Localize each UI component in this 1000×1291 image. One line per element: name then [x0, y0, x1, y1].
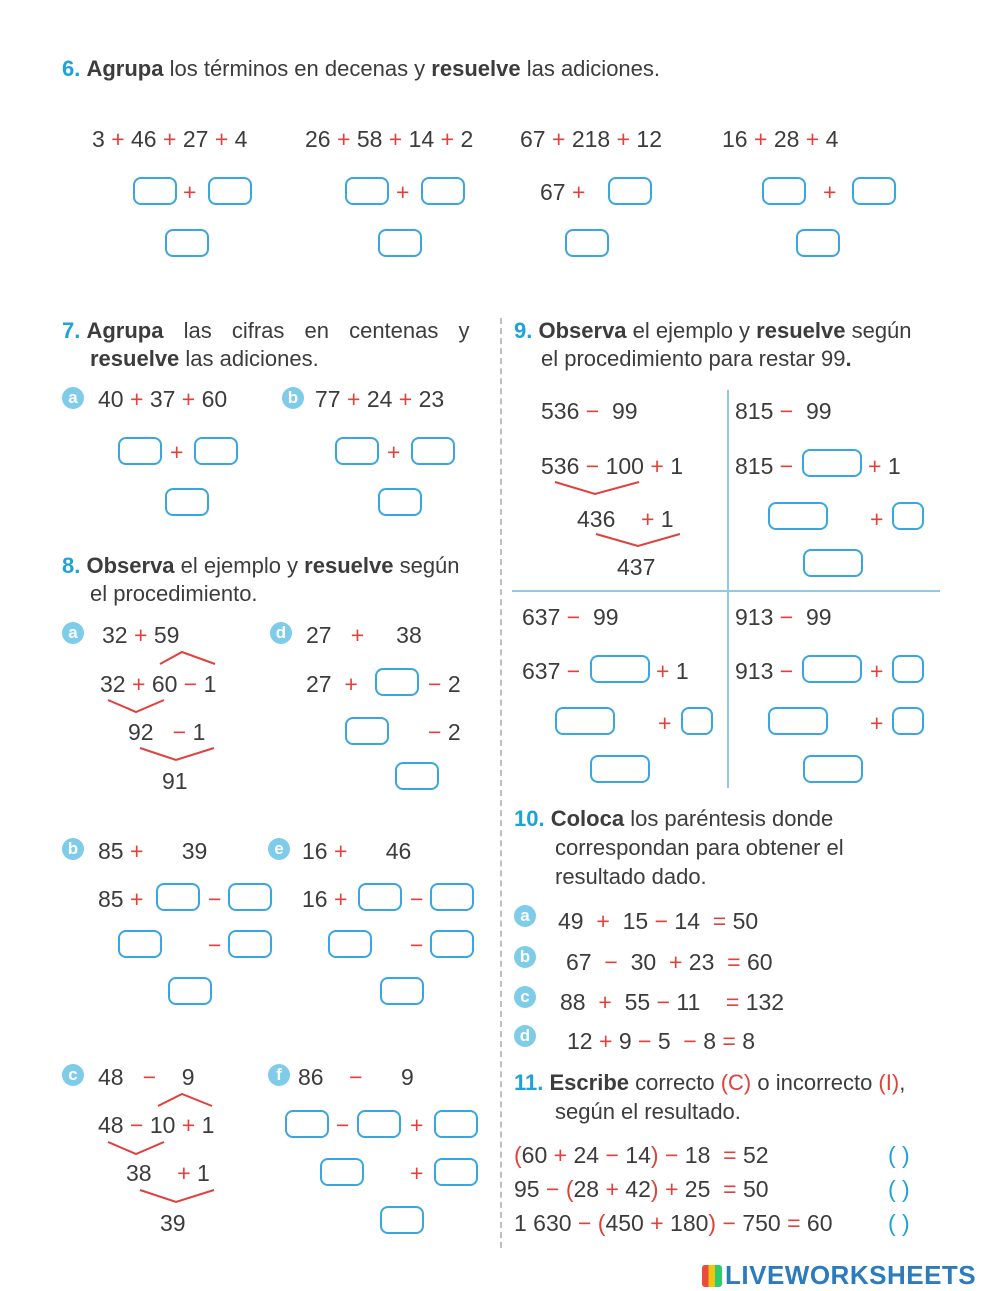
- grid-horizontal-line: [512, 590, 940, 592]
- plus-sign: +: [410, 1160, 424, 1186]
- answer-box[interactable]: [590, 755, 650, 783]
- ex9-title: 9. Observa el ejemplo y resuelve según: [514, 318, 912, 343]
- ex8-letter-a: a: [62, 622, 84, 644]
- answer-box[interactable]: [228, 883, 272, 911]
- minus-sign: −: [410, 932, 424, 958]
- ex7-b-expr: 77 + 24 + 23: [315, 386, 445, 412]
- plus-sign: +: [823, 179, 837, 205]
- ex8-f-line1: 86 − 9: [298, 1064, 414, 1090]
- ex9-q4-line1: 913 − 99: [735, 604, 832, 630]
- ex8-c-result: 39: [160, 1210, 186, 1236]
- ex9-title-line2: el procedimiento para restar 99.: [541, 346, 852, 371]
- ex7-title: 7. Agrupa las cifras en centenas y: [62, 318, 470, 343]
- minus-sign: −: [336, 1112, 350, 1138]
- ex9-q2-line2-right: + 1: [868, 453, 901, 479]
- ex10-letter-a: a: [514, 905, 536, 927]
- answer-box[interactable]: [411, 437, 455, 465]
- answer-box[interactable]: [892, 655, 924, 683]
- answer-box[interactable]: [165, 488, 209, 516]
- answer-box[interactable]: [357, 1110, 401, 1138]
- bracket-mark: [108, 1140, 168, 1160]
- answer-box[interactable]: [375, 668, 419, 696]
- ex7-letter-a: a: [62, 387, 84, 409]
- answer-box[interactable]: [430, 883, 474, 911]
- answer-box[interactable]: [802, 655, 862, 683]
- ex6-problem-2: 26 + 58 + 14 + 2: [305, 126, 474, 152]
- ex9-q4-line2-left: 913 −: [735, 658, 794, 684]
- ex7-a-expr: 40 + 37 + 60: [98, 386, 228, 412]
- answer-box[interactable]: [228, 930, 272, 958]
- answer-box[interactable]: [358, 883, 402, 911]
- ex9-q3-line2-left: 637 −: [522, 658, 581, 684]
- answer-box[interactable]: [335, 437, 379, 465]
- minus-sign: −: [208, 886, 222, 912]
- ex6-problem-3: 67 + 218 + 12: [520, 126, 662, 152]
- ex8-a-line2: 32 + 60 − 1: [100, 671, 217, 697]
- answer-box[interactable]: [762, 177, 806, 205]
- ex11-row-1: (60 + 24 − 14) − 18 = 52: [514, 1142, 769, 1168]
- plus-sign: +: [658, 710, 672, 736]
- ex8-title-line2: el procedimiento.: [90, 581, 258, 606]
- ex8-e-line1: 16 + 46: [302, 838, 412, 864]
- answer-box[interactable]: [421, 177, 465, 205]
- ex10-title-line2: correspondan para obtener el: [555, 835, 844, 860]
- answer-box[interactable]: [380, 1206, 424, 1234]
- answer-box[interactable]: [430, 930, 474, 958]
- answer-box[interactable]: [852, 177, 896, 205]
- answer-box[interactable]: [285, 1110, 329, 1138]
- answer-box[interactable]: [803, 549, 863, 577]
- ex10-a-expr: 49 + 15 − 14 = 50: [558, 908, 759, 934]
- answer-box[interactable]: [803, 755, 863, 783]
- ex11-title-line2: según el resultado.: [555, 1099, 741, 1124]
- answer-box[interactable]: [796, 229, 840, 257]
- minus-sign: −: [410, 886, 424, 912]
- ex7-letter-b: b: [282, 387, 304, 409]
- bracket-mark: [555, 480, 645, 500]
- bracket-mark: [158, 1092, 218, 1112]
- ex8-a-result: 91: [162, 768, 188, 794]
- ex8-a-line1: 32 + 59: [102, 622, 180, 648]
- ex11-answer-3[interactable]: ( ): [888, 1210, 910, 1236]
- answer-box[interactable]: [380, 977, 424, 1005]
- liveworksheets-logo: LIVEWORKSHEETS: [702, 1260, 976, 1291]
- answer-box[interactable]: [892, 707, 924, 735]
- minus-sign: −: [208, 932, 222, 958]
- ex8-title: 8. Observa el ejemplo y resuelve según: [62, 553, 460, 578]
- ex10-letter-c: c: [514, 986, 536, 1008]
- bracket-mark: [596, 532, 686, 552]
- answer-box[interactable]: [328, 930, 372, 958]
- ex8-letter-b: b: [62, 838, 84, 860]
- answer-box[interactable]: [156, 883, 200, 911]
- ex9-q3-line1: 637 − 99: [522, 604, 619, 630]
- ex6-problem-1: 3 + 46 + 27 + 4: [92, 126, 248, 152]
- column-divider: [500, 318, 502, 1248]
- ex8-d-line2-left: 27 +: [306, 671, 358, 697]
- plus-sign: +: [410, 1112, 424, 1138]
- answer-box[interactable]: [555, 707, 615, 735]
- ex8-b-line1: 85 + 39: [98, 838, 208, 864]
- answer-box[interactable]: [802, 449, 862, 477]
- bracket-mark: [108, 698, 168, 718]
- ex8-d-line1: 27 + 38: [306, 622, 422, 648]
- ex8-d-line2-right: − 2: [428, 671, 461, 697]
- ex7-title-line2: resuelve las adiciones.: [90, 346, 319, 371]
- ex6-number: 6.: [62, 56, 81, 81]
- answer-box[interactable]: [378, 488, 422, 516]
- ex8-d-line3: − 2: [428, 719, 461, 745]
- answer-box[interactable]: [165, 229, 209, 257]
- bracket-mark: [160, 650, 220, 670]
- ex9-q2-line2-left: 815 −: [735, 453, 794, 479]
- ex8-c-line2: 48 − 10 + 1: [98, 1112, 215, 1138]
- answer-box[interactable]: [345, 717, 389, 745]
- ex11-answer-1[interactable]: ( ): [888, 1142, 910, 1168]
- ex10-c-expr: 88 + 55 − 11 = 132: [560, 989, 785, 1015]
- ex9-q2-line1: 815 − 99: [735, 398, 832, 424]
- answer-box[interactable]: [892, 502, 924, 530]
- liveworksheets-icon: [702, 1265, 722, 1287]
- ex11-row-2: 95 − (28 + 42) + 25 = 50: [514, 1176, 769, 1202]
- bracket-mark: [140, 1188, 220, 1208]
- answer-box[interactable]: [378, 229, 422, 257]
- ex8-c-line3: 38 + 1: [126, 1160, 210, 1186]
- ex9-q3-line2-right: + 1: [656, 658, 689, 684]
- ex8-e-line2: 16 +: [302, 886, 348, 912]
- plus-sign: +: [170, 439, 184, 465]
- answer-box[interactable]: [208, 177, 252, 205]
- answer-box[interactable]: [320, 1158, 364, 1186]
- ex10-title: 10. Coloca los paréntesis donde: [514, 806, 834, 831]
- ex11-title: 11. Escribe correcto (C) o incorrecto (I),: [514, 1070, 906, 1095]
- ex10-d-expr: 12 + 9 − 5 − 8 = 8: [567, 1028, 756, 1054]
- ex9-q1-line3: 436 + 1: [577, 506, 674, 532]
- ex6-title: 6. Agrupa los términos en decenas y resuelve las adiciones.: [62, 56, 661, 81]
- ex10-b-expr: 67 − 30 + 23 = 60: [566, 949, 773, 975]
- grid-vertical-line: [727, 390, 729, 788]
- answer-box[interactable]: [434, 1158, 478, 1186]
- plus-sign: +: [387, 439, 401, 465]
- ex8-letter-f: f: [268, 1064, 290, 1086]
- answer-box[interactable]: [565, 229, 609, 257]
- ex11-row-3: 1 630 − (450 + 180) − 750 = 60: [514, 1210, 833, 1236]
- plus-sign: +: [870, 506, 884, 532]
- ex6-given-67: 67 +: [540, 179, 586, 205]
- ex10-letter-b: b: [514, 946, 536, 968]
- ex8-letter-d: d: [270, 622, 292, 644]
- answer-box[interactable]: [681, 707, 713, 735]
- answer-box[interactable]: [194, 437, 238, 465]
- answer-box[interactable]: [168, 977, 212, 1005]
- answer-box[interactable]: [345, 177, 389, 205]
- ex9-q1-result: 437: [617, 554, 656, 580]
- ex8-letter-e: e: [268, 838, 290, 860]
- plus-sign: +: [870, 658, 884, 684]
- ex8-letter-c: c: [62, 1064, 84, 1086]
- ex8-b-line2: 85 +: [98, 886, 144, 912]
- ex8-c-line1: 48 − 9: [98, 1064, 195, 1090]
- ex9-q1-line1: 536 − 99: [541, 398, 638, 424]
- plus-sign: +: [396, 179, 410, 205]
- answer-box[interactable]: [133, 177, 177, 205]
- answer-box[interactable]: [768, 502, 828, 530]
- ex10-letter-d: d: [514, 1025, 536, 1047]
- answer-box[interactable]: [395, 762, 439, 790]
- answer-box[interactable]: [768, 707, 828, 735]
- plus-sign: +: [870, 710, 884, 736]
- ex11-answer-2[interactable]: ( ): [888, 1176, 910, 1202]
- plus-sign: +: [183, 179, 197, 205]
- ex6-problem-4: 16 + 28 + 4: [722, 126, 839, 152]
- ex9-q1-line2: 536 − 100 + 1: [541, 453, 683, 479]
- bracket-mark: [140, 746, 220, 766]
- answer-box[interactable]: [434, 1110, 478, 1138]
- answer-box[interactable]: [118, 437, 162, 465]
- ex10-title-line3: resultado dado.: [555, 864, 707, 889]
- answer-box[interactable]: [608, 177, 652, 205]
- ex8-a-line3: 92 − 1: [128, 719, 206, 745]
- answer-box[interactable]: [590, 655, 650, 683]
- answer-box[interactable]: [118, 930, 162, 958]
